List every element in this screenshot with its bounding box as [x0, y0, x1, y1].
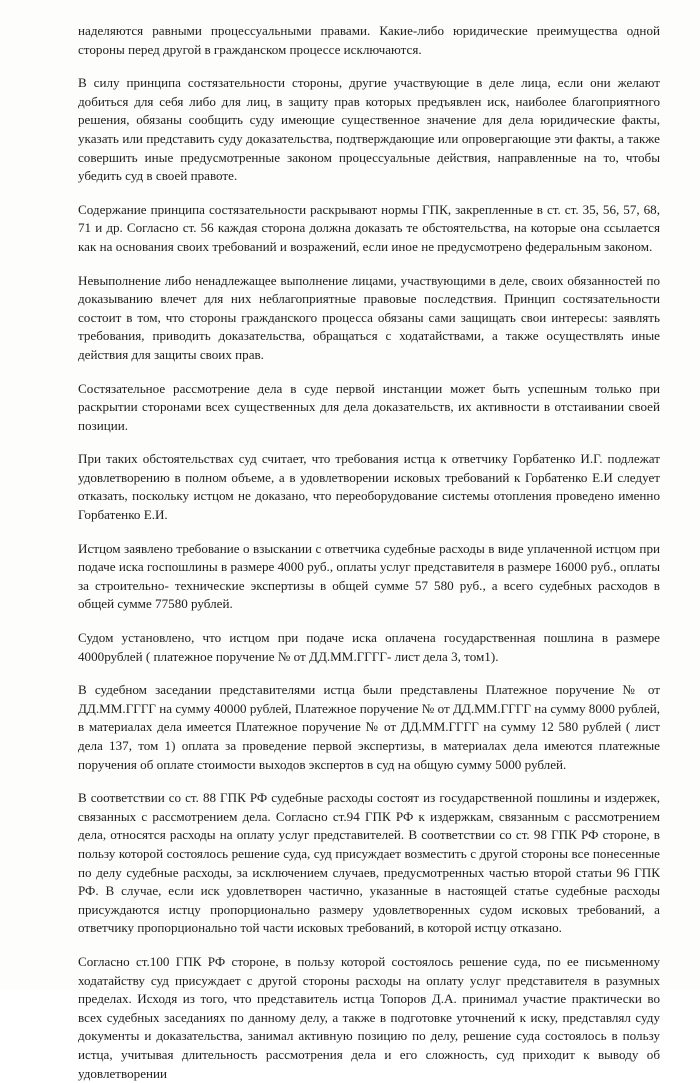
paragraph-adversarial-principle: В силу принципа состязательности стороны, другие участвующие в деле лица, если они желают добиться для себя либо для лиц, в защиту прав которых предъявлен иск, наиболее благоприятного решения, обязаны сообщить суду имеющие существенное значение для дела юридические факты, указать или представить суду доказательства, подтверждающие или опровергающие эти факты, а также совершить иные предусмотренные законом процессуальные действия, направленные на то, чтобы убедить суд в своей правоте. [78, 75, 660, 184]
paragraph-court-finding: При таких обстоятельствах суд считает, что требования истца к ответчику Горбатенко И.Г. подлежат удовлетворению в полном объеме, а в удовлетворении исковых требований к Горбатенко Е.И следует отказать, поскольку истцом не доказано, что переоборудование системы отопления проведено именно Горбатенко Е.И. [78, 451, 660, 523]
paragraph-gpk-norms: Содержание принципа состязательности раскрывают нормы ГПК, закрепленные в ст. ст. 35, 56, 57, 68, 71 и др. Согласно ст. 56 каждая сторона должна доказать те обстоятельства, на которые она ссылается как на основания своих требований и возражений, если иное не предусмотрено федеральным законом. [78, 201, 660, 254]
paragraph-payment-orders: В судебном заседании представителями истца были представлены Платежное поручение № от ДД.ММ.ГГГГ на сумму 40000 рублей, Платежное поручение № от ДД.ММ.ГГГГ на сумму 8000 рублей, в материалах дела имеется Платежное поручение № от ДД.ММ.ГГГГ на сумму 12 580 рублей ( лист дела 137, том 1) оплата за проведение первой экспертизы, в материалах дела имеются платежные поручения об оплате стоимости выходов экспертов в суд на общую сумму 5000 рублей. [78, 682, 660, 772]
paragraph-cost-claim: Истцом заявлено требование о взыскании с ответчика судебные расходы в виде уплаченной истцом при подаче иска госпошлины в размере 4000 руб., оплаты услуг представителя в размере 16000 руб., оплаты за строительно- технические экспертизы в общей сумме 57 580 руб., а всего судебных расходов в общей сумме 77580 рублей. [78, 540, 660, 612]
paragraph-legal-costs: В соответствии со ст. 88 ГПК РФ судебные расходы состоят из государственной пошлины и издержек, связанных с рассмотрением дела. Согласно ст.94 ГПК РФ к издержкам, связанным с рассмотрением дела, относятся расходы на оплату услуг представителей. В соответствии со ст. 98 ГПК РФ стороне, в пользу которой состоялось решение суда, суд присуждает возместить с другой стороны все понесенные по делу судебные расходы, за исключением случаев, предусмотренных частью второй статьи 96 ГПК РФ. В случае, если иск удовлетворен частично, указанные в настоящей статье судебные расходы присуждаются истцу пропорционально размеру удовлетворенных судом исковых требований, а ответчику пропорционально той части исковых требований, в которой истцу отказано. [78, 790, 660, 936]
paragraph-non-performance: Невыполнение либо ненадлежащее выполнение лицами, участвующими в деле, своих обязанностей по доказыванию влечет для них неблагоприятные правовые последствия. Принцип состязательности состоит в том, что стороны гражданского процесса обязаны сами защищать свои интересы: заявлять требования, приводить доказательства, обращаться с ходатайствами, а также осуществлять иные действия для защиты своих прав. [78, 272, 660, 362]
paragraph-procedural-equality: наделяются равными процессуальными правами. Какие-либо юридические преимущества одной стороны перед другой в гражданском процессе исключаются. [78, 23, 660, 57]
document-body [78, 22, 660, 1083]
paragraph-first-instance: Состязательное рассмотрение дела в суде первой инстанции может быть успешным только при раскрытии сторонами всех существенных для дела доказательств, их активности в отстаивании своей позиции. [78, 380, 660, 433]
paragraph-state-fee: Судом установлено, что истцом при подаче иска оплачена государственная пошлина в размере 4000рублей ( платежное поручение № от ДД.ММ.ГГГГ- лист дела 3, том1). [78, 630, 660, 664]
paragraph-representative-fees: Согласно ст.100 ГПК РФ стороне, в пользу которой состоялось решение суда, по ее письменному ходатайству суд присуждает с другой стороны расходы на оплату услуг представителя в разумных пределах. Исходя из того, что представитель истца Топоров Д.А. принимал участие практически во всех судебных заседаниях по данному делу, а также в подготовке уточнений к иску, представлял суду документы и доказательства, занимал активную позицию по делу, решение суда состоялось в пользу истца, учитывая длительность рассмотрения дела и его сложность, суд приходит к выводу об удовлетворении [78, 953, 660, 1081]
